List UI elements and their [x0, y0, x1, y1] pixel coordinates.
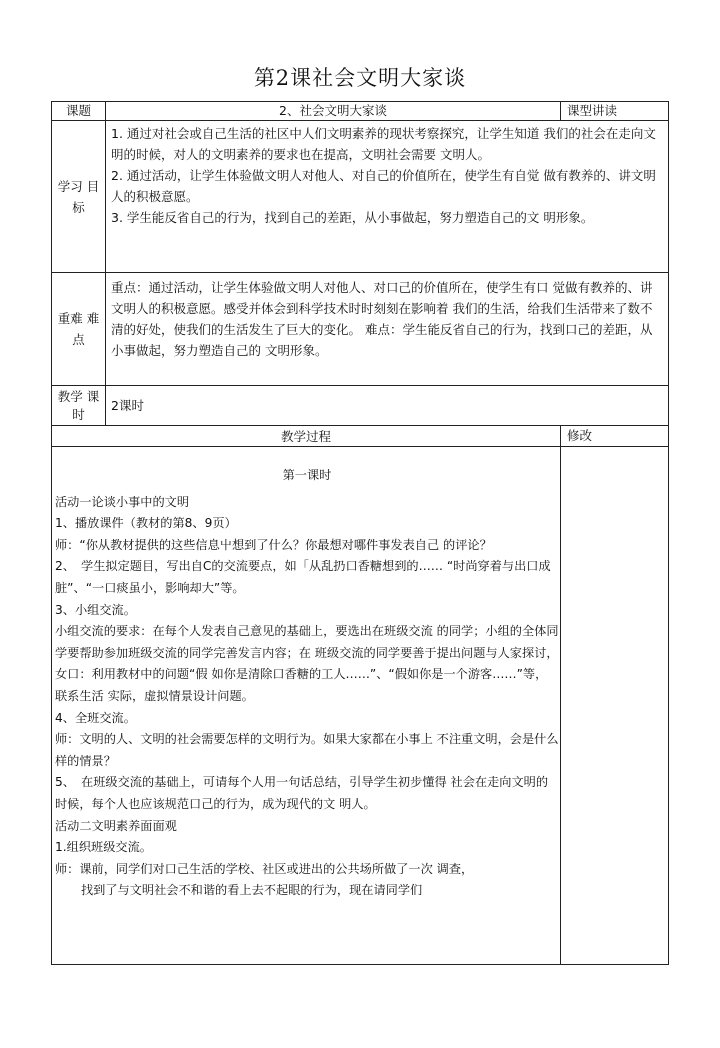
key-points-label: 重难 难点 [57, 311, 100, 347]
process-line: 找到了与文明社会不和谐的看上去不起眼的行为，现在请同学们 [81, 883, 423, 898]
process-line: 1.组织班级交流。 [55, 840, 152, 855]
column-divider [560, 425, 561, 965]
revise-header: 修改 [567, 428, 593, 443]
lesson-type: 课型讲读 [567, 103, 618, 118]
objective-item: 3. 学生能反省自己的行为，找到自己的差距，从小事做起，努力塑造自己的文 明形象。 [111, 210, 594, 225]
process-line: 2、 学生拟定题目，写出自C的交流要点，如「从乱扔口香糖想到的…… “时尚穿着与出口成脏”、“一口痰虽小，影响却大”等。 [55, 559, 551, 595]
process-line: 活动二文明素养面面观 [55, 818, 177, 833]
process-line: 师：“你从教材提供的这些信息屮想到了什么？你最想对哪件事发表自己 的评论？ [55, 537, 492, 552]
row-divider [51, 385, 669, 386]
process-line: 师：课前，同学们对口己生活的学校、社区或进出的公共场所做了一次 调查， [55, 861, 474, 876]
process-header: 教学过程 [280, 428, 331, 444]
process-line: 活动一论谈小事中的文明 [55, 494, 190, 509]
objectives-label: 学习 目标 [57, 178, 100, 215]
objective-item: 2. 通过活动，让学生体验做文明人对他人、对自己的价值所在，使学生有自觉 做有教养的、讲文明人的积极意愿。 [111, 168, 656, 204]
table-border-bottom [51, 964, 669, 965]
table-border-right [668, 101, 669, 965]
topic-value: 2、社会文明大家谈 [279, 103, 387, 118]
objectives-list [111, 123, 663, 228]
column-divider [560, 101, 561, 121]
row-divider [51, 272, 669, 273]
process-line: 4、全班交流。 [55, 710, 136, 725]
document-title: 第2课社会文明大家谈 [253, 66, 467, 90]
lesson-heading: 第一课时 [282, 468, 332, 482]
process-line: 1、播放课件（教材的第8、9页） [55, 516, 237, 531]
hours-label: 教学 课时 [57, 388, 100, 422]
lesson-plan-table [51, 101, 669, 965]
row-divider [51, 446, 669, 447]
topic-label: 课题 [65, 103, 91, 118]
column-divider [105, 101, 106, 426]
process-line: 5、 在班级交流的基础上，可请每个人用一句话总结，引导学生初步懂得 社会在走向文明的时候，每个人也应该规范口己的行为，成为现代的文 明人。 [55, 775, 549, 811]
process-line: 3、小组交流。 [55, 602, 136, 617]
process-line: 小组交流的要求：在每个人发表自己意见的基础上，要选出在班级交流 的同学；小组的全体同学要帮助参加班级交流的同学完善发言内容；在 班级交流的同学要善于提出问题与人家探讨，女口：利用教材中的问题“假 如你是清除口香糖的工人……”、“假如你是一个游客……”等，联系生活 实际，虚拟情景设计问题。 [55, 624, 559, 703]
hours-value: 2课时 [111, 398, 144, 413]
process-content [55, 465, 559, 902]
key-points-text: 重点：通过活动，让学生体验做文明人对他人、对口己的价值所在，使学生有口 觉做有教养的、讲文明人的积极意愿。感受并体会到科学技术时时刻刻在影响着 我们的生活，给我们生活带来了数不清的好处，使我们的生活发生了巨大的变化。 难点：学生能反省自己的行为，找到口己的差距，从小事做起，努力塑造自己的 文明形象。 [111, 280, 653, 358]
process-line: 师：文明的人、文明的社会需要怎样的文明行为。如果大家都在小事上 不注重文明，会是什么样的情景？ [55, 732, 559, 768]
objective-item: 1. 通过对社会或自己生活的社区中人们文明素养的现状考察探究，让学生知道 我们的社会在走向文明的时候，对人的文明素养的要求也在提高，文明社会需要 文明人。 [111, 126, 656, 162]
